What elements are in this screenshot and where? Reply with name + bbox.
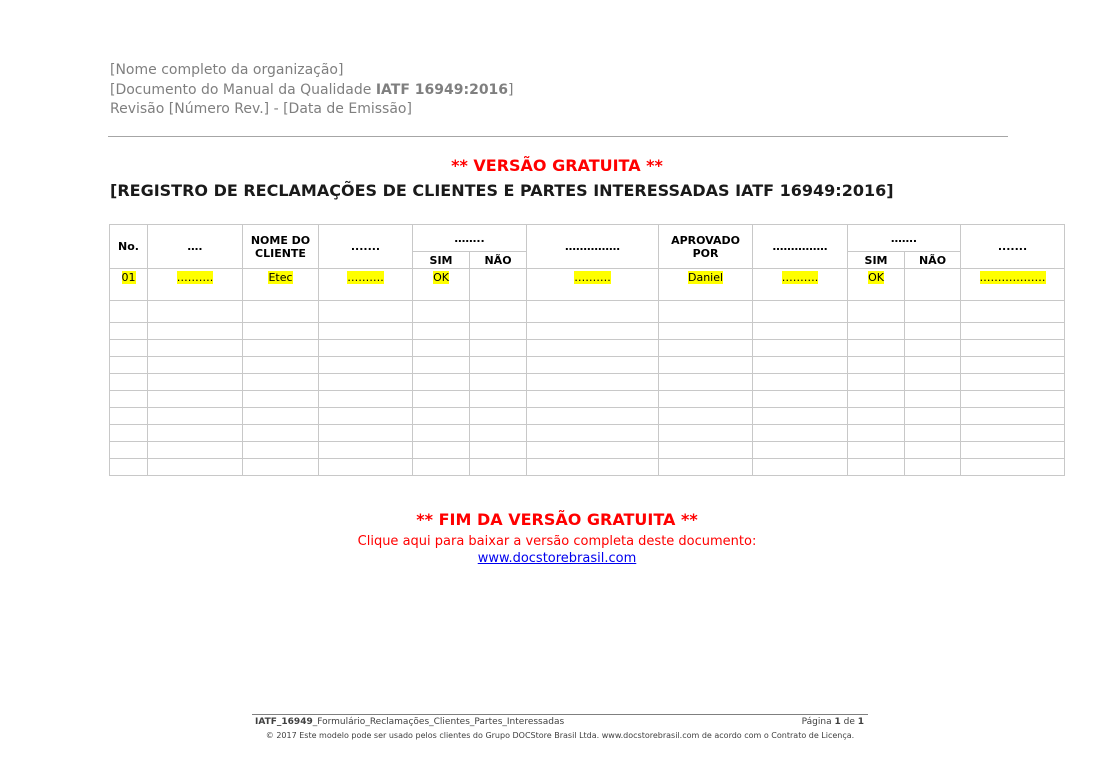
empty-cell[interactable]: [110, 323, 148, 340]
empty-cell[interactable]: [527, 301, 659, 323]
empty-cell[interactable]: [659, 357, 753, 374]
empty-cell[interactable]: [470, 357, 527, 374]
document-title: [REGISTRO DE RECLAMAÇÕES DE CLIENTES E PARTES INTERESSADAS IATF 16949:2016]: [110, 181, 894, 200]
header-client-name: NOME DO CLIENTE: [243, 225, 319, 269]
empty-cell[interactable]: [413, 374, 470, 391]
empty-cell[interactable]: [527, 340, 659, 357]
revision-line: Revisão [Número Rev.] - [Data de Emissão]: [110, 101, 412, 117]
header-group2: …….: [848, 225, 961, 252]
header-divider: [108, 136, 1008, 137]
cell-col12[interactable]: ………………: [979, 271, 1046, 284]
empty-cell[interactable]: [148, 425, 243, 442]
empty-cell[interactable]: [527, 425, 659, 442]
empty-cell[interactable]: [848, 459, 905, 476]
empty-cell[interactable]: [753, 374, 848, 391]
org-name: [Nome completo da organização]: [110, 62, 344, 78]
empty-cell[interactable]: [905, 301, 961, 323]
empty-cell[interactable]: [243, 323, 319, 340]
cell-client-name[interactable]: Etec: [268, 271, 293, 284]
table-row: [110, 408, 1065, 425]
empty-cell[interactable]: [470, 459, 527, 476]
empty-cell[interactable]: [319, 391, 413, 408]
empty-cell[interactable]: [413, 391, 470, 408]
empty-cell[interactable]: [848, 301, 905, 323]
table-row: [110, 391, 1065, 408]
empty-cell[interactable]: [848, 391, 905, 408]
free-version-title: ** VERSÃO GRATUITA **: [451, 156, 663, 175]
empty-cell[interactable]: [848, 357, 905, 374]
empty-cell[interactable]: [243, 425, 319, 442]
empty-cell[interactable]: [659, 323, 753, 340]
website-link-row: [0, 551, 1114, 566]
table-row: [110, 442, 1065, 459]
empty-cell[interactable]: [961, 442, 1065, 459]
empty-cell[interactable]: [527, 374, 659, 391]
end-free-version-title: ** FIM DA VERSÃO GRATUITA **: [416, 510, 698, 529]
empty-cell[interactable]: [413, 459, 470, 476]
empty-cell[interactable]: [905, 323, 961, 340]
manual-line: [110, 81, 514, 101]
empty-cell[interactable]: [905, 357, 961, 374]
empty-cell[interactable]: [753, 425, 848, 442]
complaints-table: [109, 224, 1065, 476]
header-col2: ….: [148, 225, 243, 269]
header-approved-by: APROVADO POR: [659, 225, 753, 269]
empty-cell[interactable]: [470, 408, 527, 425]
subheader-nao-2: NÃO: [905, 252, 961, 269]
footer-page-number: [802, 717, 864, 727]
empty-cell[interactable]: [753, 357, 848, 374]
empty-cell[interactable]: [243, 374, 319, 391]
empty-cell[interactable]: [659, 408, 753, 425]
empty-cell[interactable]: [905, 425, 961, 442]
cell-col4[interactable]: ……….: [347, 271, 384, 284]
table-row: [110, 425, 1065, 442]
subheader-sim-2: SIM: [848, 252, 905, 269]
empty-cell[interactable]: [527, 459, 659, 476]
subheader-nao: NÃO: [470, 252, 527, 269]
empty-cell[interactable]: [319, 301, 413, 323]
empty-cell[interactable]: [527, 357, 659, 374]
footer-filename-bold: IATF_16949: [255, 717, 313, 727]
empty-cell[interactable]: [413, 323, 470, 340]
empty-cell[interactable]: [319, 459, 413, 476]
empty-cell[interactable]: [848, 323, 905, 340]
empty-cell[interactable]: [470, 425, 527, 442]
empty-cell[interactable]: [659, 374, 753, 391]
empty-cell[interactable]: [848, 340, 905, 357]
empty-cell[interactable]: [243, 357, 319, 374]
empty-cell[interactable]: [413, 301, 470, 323]
header-col7: ……………: [527, 225, 659, 269]
empty-cell[interactable]: [319, 323, 413, 340]
empty-cell[interactable]: [148, 374, 243, 391]
empty-cell[interactable]: [527, 408, 659, 425]
empty-cell[interactable]: [243, 391, 319, 408]
empty-cell[interactable]: [110, 425, 148, 442]
empty-cell[interactable]: [905, 391, 961, 408]
empty-cell[interactable]: [148, 442, 243, 459]
table-row: [110, 269, 1065, 301]
empty-cell[interactable]: [961, 391, 1065, 408]
empty-cell[interactable]: [470, 391, 527, 408]
empty-cell[interactable]: [319, 408, 413, 425]
empty-cell[interactable]: [905, 374, 961, 391]
empty-cell[interactable]: [470, 374, 527, 391]
empty-cell[interactable]: [148, 391, 243, 408]
empty-cell[interactable]: [961, 340, 1065, 357]
page-mid: de: [840, 717, 858, 727]
cell-sim-2[interactable]: OK: [868, 271, 884, 284]
empty-cell[interactable]: [319, 442, 413, 459]
empty-cell[interactable]: [961, 408, 1065, 425]
empty-cell[interactable]: [110, 340, 148, 357]
page-current: 1: [834, 717, 841, 727]
empty-cell[interactable]: [110, 459, 148, 476]
cell-nao-2[interactable]: [905, 269, 961, 301]
cell-sim[interactable]: OK: [433, 271, 449, 284]
empty-cell[interactable]: [470, 323, 527, 340]
cell-approved-by[interactable]: Daniel: [687, 271, 724, 284]
empty-cell[interactable]: [905, 442, 961, 459]
empty-cell[interactable]: [413, 357, 470, 374]
empty-cell[interactable]: [110, 301, 148, 323]
manual-prefix: [Documento do Manual da Qualidade: [110, 81, 376, 98]
table-row: [110, 301, 1065, 323]
empty-cell[interactable]: [243, 459, 319, 476]
empty-cell[interactable]: [659, 301, 753, 323]
cell-nao[interactable]: [470, 269, 527, 301]
table-row: [110, 374, 1065, 391]
empty-cell[interactable]: [527, 442, 659, 459]
empty-cell[interactable]: [961, 425, 1065, 442]
empty-cell[interactable]: [848, 442, 905, 459]
empty-cell[interactable]: [413, 408, 470, 425]
table-row: [110, 340, 1065, 357]
empty-cell[interactable]: [148, 357, 243, 374]
download-prompt[interactable]: Clique aqui para baixar a versão completa deste documento:: [357, 534, 757, 549]
empty-cell[interactable]: [413, 425, 470, 442]
empty-cell[interactable]: [961, 357, 1065, 374]
empty-cell[interactable]: [243, 442, 319, 459]
document-header: [110, 61, 514, 120]
empty-cell[interactable]: [753, 340, 848, 357]
header-col9: ……………: [753, 225, 848, 269]
page-prefix: Página: [801, 717, 835, 727]
empty-cell[interactable]: [753, 323, 848, 340]
footer-filename-rest: _Formulário_Reclamações_Clientes_Partes_Interessadas: [312, 717, 565, 727]
empty-cell[interactable]: [527, 323, 659, 340]
footer-copyright: © 2017 Este modelo pode ser usado pelos clientes do Grupo DOCStore Brasil Ltda. www.docstorebrasil.com de acordo com o Contrato de Licença.: [265, 731, 855, 740]
empty-cell[interactable]: [319, 357, 413, 374]
empty-cell[interactable]: [848, 374, 905, 391]
cell-no[interactable]: 01: [121, 271, 136, 284]
header-col4: .......: [319, 225, 413, 269]
page-total: 1: [857, 717, 864, 727]
empty-cell[interactable]: [961, 374, 1065, 391]
empty-cell[interactable]: [470, 442, 527, 459]
empty-cell[interactable]: [413, 442, 470, 459]
empty-cell[interactable]: [243, 340, 319, 357]
empty-cell[interactable]: [319, 374, 413, 391]
footer-filename: [255, 717, 564, 727]
empty-cell[interactable]: [659, 391, 753, 408]
empty-cell[interactable]: [148, 323, 243, 340]
website-link[interactable]: www.docstorebrasil.com: [477, 551, 637, 566]
empty-cell[interactable]: [148, 408, 243, 425]
empty-cell[interactable]: [659, 442, 753, 459]
empty-cell[interactable]: [753, 442, 848, 459]
empty-cell[interactable]: [470, 340, 527, 357]
cell-col7[interactable]: ……….: [574, 271, 611, 284]
table-row: [110, 323, 1065, 340]
empty-cell[interactable]: [961, 323, 1065, 340]
empty-cell[interactable]: [848, 408, 905, 425]
empty-cell[interactable]: [110, 442, 148, 459]
empty-cell[interactable]: [961, 459, 1065, 476]
empty-cell[interactable]: [753, 408, 848, 425]
empty-cell[interactable]: [148, 340, 243, 357]
cell-col2[interactable]: ……….: [176, 271, 214, 284]
empty-cell[interactable]: [527, 391, 659, 408]
empty-cell[interactable]: [110, 374, 148, 391]
empty-cell[interactable]: [243, 301, 319, 323]
header-col12: .......: [961, 225, 1065, 269]
empty-cell[interactable]: [848, 425, 905, 442]
cell-col9[interactable]: ……….: [781, 271, 819, 284]
header-no: No.: [110, 225, 148, 269]
empty-cell[interactable]: [659, 340, 753, 357]
empty-cell[interactable]: [319, 340, 413, 357]
empty-cell[interactable]: [470, 301, 527, 323]
empty-cell[interactable]: [905, 408, 961, 425]
empty-cell[interactable]: [148, 459, 243, 476]
table-row: [110, 459, 1065, 476]
empty-cell[interactable]: [148, 301, 243, 323]
header-group1: ……..: [413, 225, 527, 252]
manual-suffix: ]: [508, 81, 514, 98]
empty-cell[interactable]: [243, 408, 319, 425]
empty-cell[interactable]: [753, 459, 848, 476]
empty-cell[interactable]: [659, 425, 753, 442]
manual-standard: IATF 16949:2016: [375, 81, 509, 98]
empty-cell[interactable]: [753, 391, 848, 408]
empty-cell[interactable]: [110, 391, 148, 408]
empty-cell[interactable]: [961, 301, 1065, 323]
empty-cell[interactable]: [905, 340, 961, 357]
empty-cell[interactable]: [413, 340, 470, 357]
empty-cell[interactable]: [659, 459, 753, 476]
empty-cell[interactable]: [319, 425, 413, 442]
empty-cell[interactable]: [905, 459, 961, 476]
empty-cell[interactable]: [110, 408, 148, 425]
table-row: [110, 357, 1065, 374]
empty-cell[interactable]: [753, 301, 848, 323]
subheader-sim: SIM: [413, 252, 470, 269]
footer-divider: [252, 714, 868, 715]
empty-cell[interactable]: [110, 357, 148, 374]
